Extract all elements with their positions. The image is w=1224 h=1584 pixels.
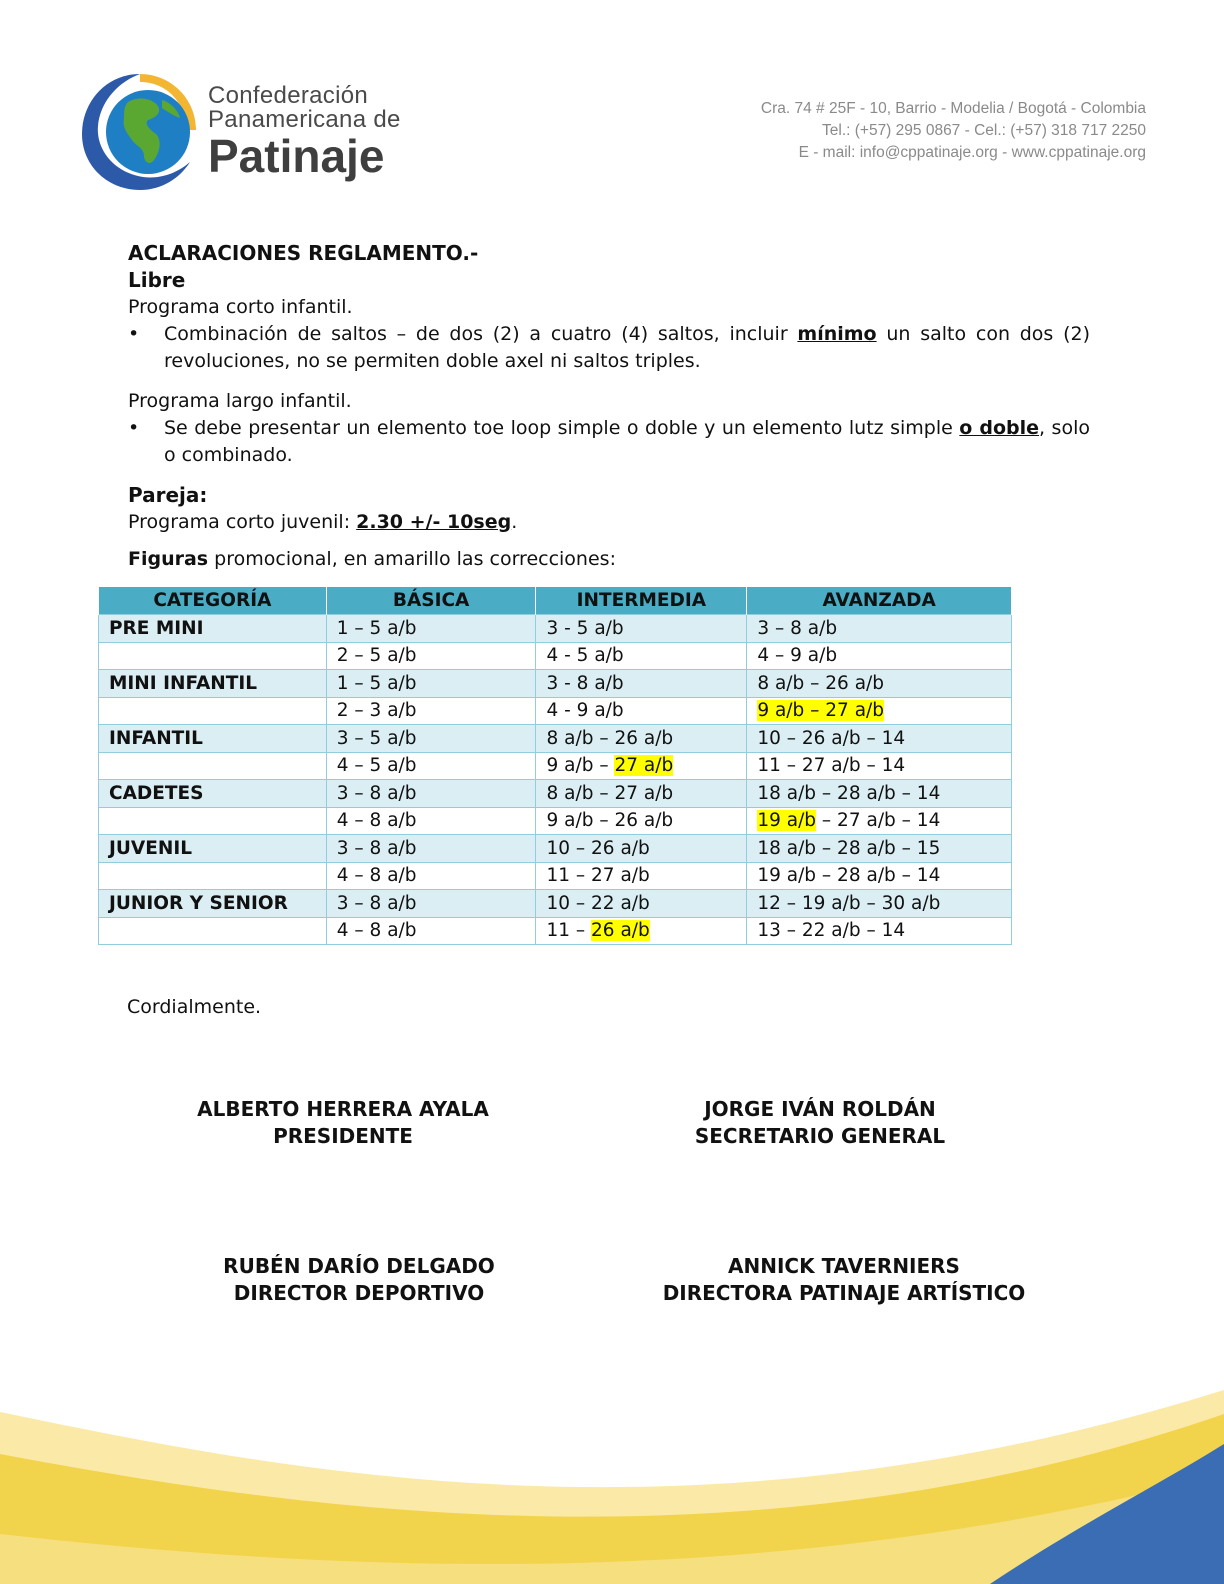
basica-cell: 3 – 8 a/b bbox=[326, 835, 536, 863]
basica-cell: 2 – 3 a/b bbox=[326, 697, 536, 725]
intermedia-cell: 3 - 8 a/b bbox=[536, 670, 747, 698]
emphasis-text: mínimo bbox=[797, 323, 877, 345]
table-row bbox=[99, 807, 1012, 835]
basica-cell: 1 – 5 a/b bbox=[326, 615, 536, 643]
section-heading-pareja: Pareja: bbox=[128, 483, 208, 507]
avanzada-cell: 10 – 26 a/b – 14 bbox=[747, 725, 1012, 753]
category-cell bbox=[99, 807, 327, 835]
table-row bbox=[99, 835, 1012, 863]
section-heading-libre: Libre bbox=[128, 268, 186, 292]
avanzada-cell bbox=[747, 807, 1012, 835]
logo-wordmark bbox=[208, 84, 401, 180]
basica-cell: 4 – 8 a/b bbox=[326, 917, 536, 945]
emphasis-text: 2.30 +/- 10seg bbox=[356, 511, 512, 533]
signatory-name: JORGE IVÁN ROLDÁN bbox=[704, 1097, 936, 1121]
avanzada-cell: 11 – 27 a/b – 14 bbox=[747, 752, 1012, 780]
table-row bbox=[99, 917, 1012, 945]
table-row bbox=[99, 615, 1012, 643]
intermedia-cell bbox=[536, 752, 747, 780]
subheading-largo-infantil: Programa largo infantil. bbox=[128, 390, 352, 412]
intermedia-cell: 10 – 22 a/b bbox=[536, 890, 747, 918]
document-title: ACLARACIONES REGLAMENTO.- bbox=[128, 241, 479, 265]
table-row bbox=[99, 780, 1012, 808]
category-cell: PRE MINI bbox=[99, 615, 327, 643]
basica-cell: 4 – 8 a/b bbox=[326, 862, 536, 890]
contact-block bbox=[761, 98, 1146, 164]
bullet-item bbox=[128, 321, 1090, 375]
email-line: E - mail: info@cppatinaje.org - www.cppatinaje.org bbox=[798, 144, 1146, 161]
intermedia-cell bbox=[536, 917, 747, 945]
cell-text: 11 – bbox=[546, 920, 592, 942]
signatory-name: RUBÉN DARÍO DELGADO bbox=[223, 1254, 495, 1278]
figures-table bbox=[98, 586, 1012, 945]
label-text: . bbox=[511, 511, 518, 533]
category-cell bbox=[99, 752, 327, 780]
table-row bbox=[99, 752, 1012, 780]
correction-highlight: 9 a/b – 27 a/b bbox=[757, 700, 885, 722]
basica-cell: 4 – 8 a/b bbox=[326, 807, 536, 835]
avanzada-cell: 18 a/b – 28 a/b – 15 bbox=[747, 835, 1012, 863]
basica-cell: 3 – 8 a/b bbox=[326, 780, 536, 808]
footer-wave-decoration bbox=[0, 1384, 1224, 1584]
column-header: AVANZADA bbox=[747, 587, 1012, 615]
signature-block bbox=[668, 1096, 972, 1150]
bullet-item bbox=[128, 415, 1090, 469]
correction-highlight: 27 a/b bbox=[614, 755, 674, 777]
category-cell: JUNIOR Y SENIOR bbox=[99, 890, 327, 918]
column-header: CATEGORÍA bbox=[99, 587, 327, 615]
category-cell bbox=[99, 697, 327, 725]
table-row bbox=[99, 862, 1012, 890]
column-header: INTERMEDIA bbox=[536, 587, 747, 615]
signatory-role: PRESIDENTE bbox=[273, 1124, 413, 1148]
signature-block bbox=[216, 1253, 502, 1307]
signatory-name: ALBERTO HERRERA AYALA bbox=[197, 1097, 489, 1121]
correction-highlight: 19 a/b bbox=[757, 810, 817, 832]
avanzada-cell: 18 a/b – 28 a/b – 14 bbox=[747, 780, 1012, 808]
closing-text: Cordialmente. bbox=[127, 996, 262, 1018]
intermedia-cell: 4 - 5 a/b bbox=[536, 642, 747, 670]
signature-block bbox=[646, 1253, 1042, 1307]
figuras-bold: Figuras bbox=[128, 548, 209, 570]
category-cell: CADETES bbox=[99, 780, 327, 808]
figuras-rest: promocional, en amarillo las correcciones: bbox=[208, 548, 616, 570]
corto-juvenil-line bbox=[128, 509, 1090, 536]
intermedia-cell: 4 - 9 a/b bbox=[536, 697, 747, 725]
emphasis-text: o doble bbox=[959, 417, 1040, 439]
logo-line-3: Patinaje bbox=[208, 130, 385, 182]
bullet-icon: • bbox=[128, 323, 140, 345]
globe-logo-icon bbox=[78, 66, 203, 196]
label-text: Programa corto juvenil: bbox=[128, 511, 357, 533]
avanzada-cell: 4 – 9 a/b bbox=[747, 642, 1012, 670]
avanzada-cell: 12 – 19 a/b – 30 a/b bbox=[747, 890, 1012, 918]
table-header-row bbox=[99, 587, 1012, 615]
logo-line-2: Panamericana de bbox=[208, 106, 401, 133]
correction-highlight: 26 a/b bbox=[591, 920, 650, 942]
avanzada-cell bbox=[747, 697, 1012, 725]
basica-cell: 3 – 8 a/b bbox=[326, 890, 536, 918]
organization-logo bbox=[78, 66, 418, 196]
avanzada-cell: 8 a/b – 26 a/b bbox=[747, 670, 1012, 698]
category-cell: JUVENIL bbox=[99, 835, 327, 863]
document-body bbox=[128, 240, 1090, 573]
basica-cell: 4 – 5 a/b bbox=[326, 752, 536, 780]
category-cell bbox=[99, 642, 327, 670]
avanzada-cell: 13 – 22 a/b – 14 bbox=[747, 917, 1012, 945]
signatory-role: DIRECTORA PATINAJE ARTÍSTICO bbox=[662, 1281, 1026, 1305]
bullet-text: un salto con dos (2) revoluciones, no se permiten doble axel ni saltos triples. bbox=[164, 323, 1090, 372]
bullet-text: Combinación de saltos – de dos (2) a cuatro (4) saltos, incluir bbox=[164, 323, 798, 345]
intermedia-cell: 11 – 27 a/b bbox=[536, 862, 747, 890]
category-cell bbox=[99, 917, 327, 945]
table-row bbox=[99, 642, 1012, 670]
signature-block bbox=[196, 1096, 490, 1150]
cell-text: – 27 a/b – 14 bbox=[816, 810, 941, 832]
intermedia-cell: 10 – 26 a/b bbox=[536, 835, 747, 863]
basica-cell: 1 – 5 a/b bbox=[326, 670, 536, 698]
subheading-corto-infantil: Programa corto infantil. bbox=[128, 296, 353, 318]
phone-line: Tel.: (+57) 295 0867 - Cel.: (+57) 318 717 2250 bbox=[822, 122, 1146, 139]
intermedia-cell: 8 a/b – 27 a/b bbox=[536, 780, 747, 808]
bullet-icon: • bbox=[128, 417, 140, 439]
table-row bbox=[99, 697, 1012, 725]
table-row bbox=[99, 725, 1012, 753]
cell-text: 9 a/b – bbox=[546, 755, 615, 777]
avanzada-cell: 3 – 8 a/b bbox=[747, 615, 1012, 643]
signatory-role: DIRECTOR DEPORTIVO bbox=[233, 1281, 485, 1305]
category-cell bbox=[99, 862, 327, 890]
figuras-intro bbox=[128, 546, 1090, 573]
address-line: Cra. 74 # 25F - 10, Barrio - Modelia / Bogotá - Colombia bbox=[760, 100, 1146, 117]
logo-line-1: Confederación bbox=[208, 82, 369, 109]
category-cell: INFANTIL bbox=[99, 725, 327, 753]
intermedia-cell: 8 a/b – 26 a/b bbox=[536, 725, 747, 753]
table-row bbox=[99, 670, 1012, 698]
intermedia-cell: 3 - 5 a/b bbox=[536, 615, 747, 643]
bullet-text: , solo o combinado. bbox=[164, 417, 1090, 466]
category-cell: MINI INFANTIL bbox=[99, 670, 327, 698]
intermedia-cell: 9 a/b – 26 a/b bbox=[536, 807, 747, 835]
table-row bbox=[99, 890, 1012, 918]
avanzada-cell: 19 a/b – 28 a/b – 14 bbox=[747, 862, 1012, 890]
signatory-role: SECRETARIO GENERAL bbox=[694, 1124, 946, 1148]
signatory-name: ANNICK TAVERNIERS bbox=[728, 1254, 960, 1278]
bullet-text: Se debe presentar un elemento toe loop simple o doble y un elemento lutz simple bbox=[164, 417, 960, 439]
column-header: BÁSICA bbox=[326, 587, 536, 615]
basica-cell: 3 – 5 a/b bbox=[326, 725, 536, 753]
basica-cell: 2 – 5 a/b bbox=[326, 642, 536, 670]
